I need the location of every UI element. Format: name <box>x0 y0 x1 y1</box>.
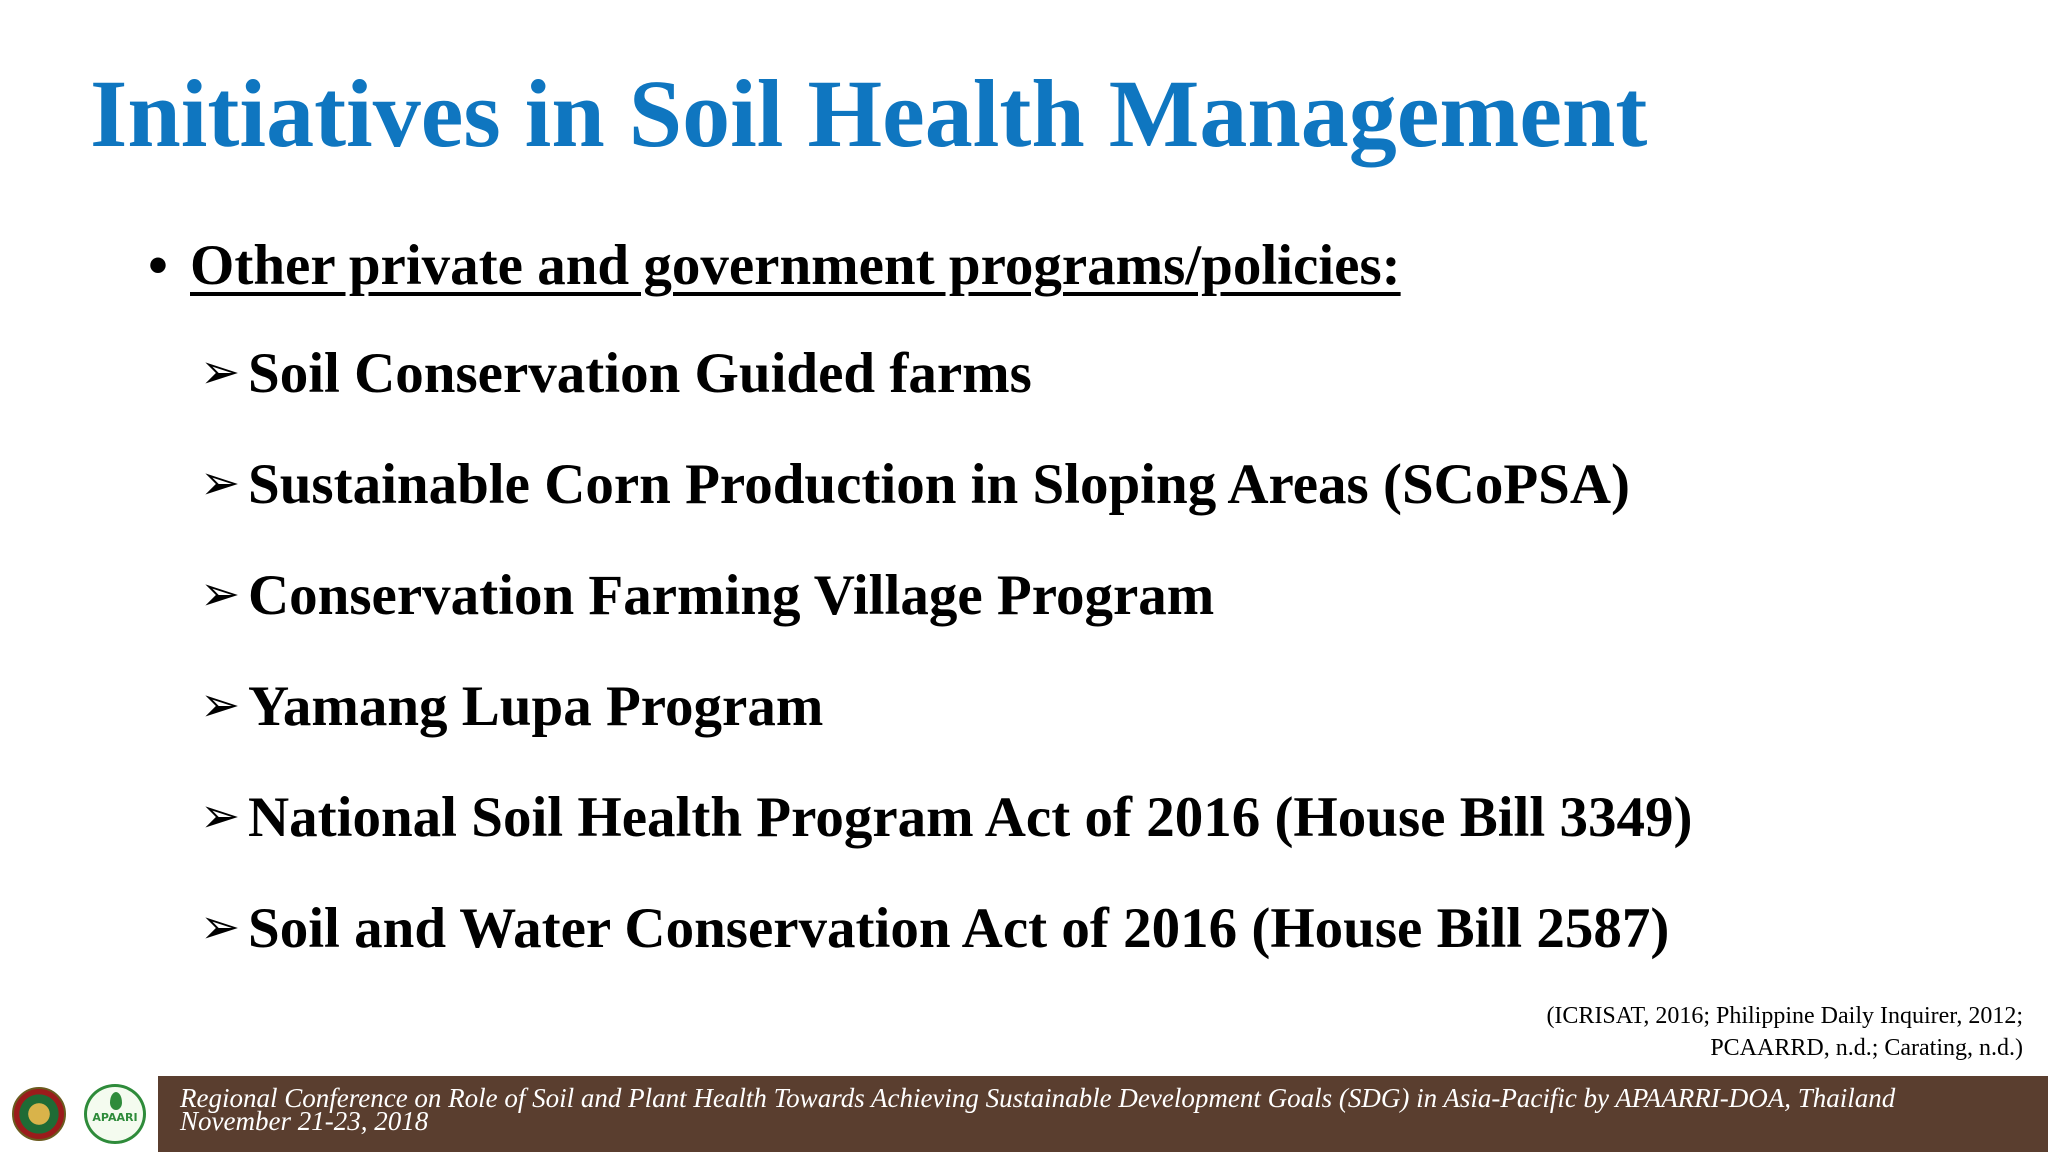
footer-line-2: November 21-23, 2018 <box>180 1106 429 1136</box>
list-item-text: Soil Conservation Guided farms <box>248 342 1032 405</box>
list-item-text: Sustainable Corn Production in Sloping Areas (SCoPSA) <box>248 453 1630 516</box>
apaari-logo <box>84 1084 146 1144</box>
leaf-icon <box>110 1092 122 1110</box>
footer-line-1: Regional Conference on Role of Soil and Plant Health Towards Achieving Sustainable Development Goals (SDG) in Asia-Pacific by APAARRI-DOA, Thailand <box>180 1083 1896 1113</box>
arrowhead-icon: ➢ <box>200 455 241 511</box>
footer-bar <box>0 1076 2048 1152</box>
citation-line-1: (ICRISAT, 2016; Philippine Daily Inquirer, 2012; <box>1546 1003 2023 1029</box>
list-item-text: Soil and Water Conservation Act of 2016 (House Bill 2587) <box>248 897 1670 960</box>
citation-line-2: PCAARRD, n.d.; Carating, n.d.) <box>1710 1035 2023 1061</box>
list-item <box>200 451 1692 562</box>
main-bullet <box>148 232 1401 300</box>
list-item <box>200 562 1692 673</box>
main-bullet-text: Other private and government programs/policies: <box>190 234 1401 297</box>
apaari-logo-text: APAARI <box>92 1111 138 1124</box>
slide-title: Initiatives in Soil Health Management <box>90 60 1648 167</box>
logo-area <box>0 1076 160 1152</box>
arrowhead-icon: ➢ <box>200 344 241 400</box>
list-item <box>200 673 1692 784</box>
list-item-text: National Soil Health Program Act of 2016 (House Bill 3349) <box>248 786 1693 849</box>
list-item-text: Conservation Farming Village Program <box>248 564 1215 627</box>
arrowhead-icon: ➢ <box>200 788 241 844</box>
list-item <box>200 784 1692 895</box>
doa-seal-logo <box>12 1087 66 1141</box>
footer-text <box>180 1083 1896 1136</box>
arrowhead-icon: ➢ <box>200 899 241 955</box>
arrowhead-icon: ➢ <box>200 566 241 622</box>
citation <box>1546 1000 2023 1064</box>
bullet-dot-icon: • <box>148 234 168 297</box>
list-item <box>200 340 1692 451</box>
list-item <box>200 895 1692 1006</box>
list-item-text: Yamang Lupa Program <box>248 675 824 738</box>
program-list <box>200 340 1692 1006</box>
arrowhead-icon: ➢ <box>200 677 241 733</box>
